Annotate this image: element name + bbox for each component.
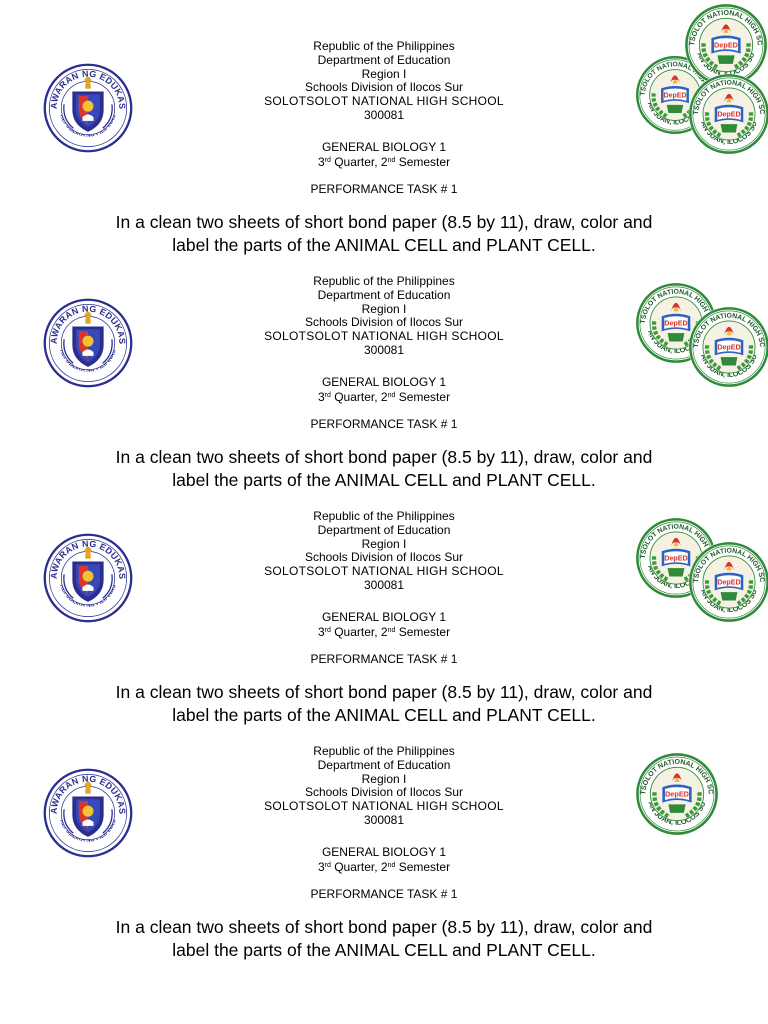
slip-4 bbox=[0, 744, 768, 986]
division-line: Schools Division of Ilocos Sur bbox=[304, 315, 464, 330]
task-line-2: label the parts of the ANIMAL CELL and PLANT CELL. bbox=[172, 704, 596, 725]
school-name: SOLOTSOLOT NATIONAL HIGH SCHOOL bbox=[264, 329, 504, 344]
school-name: SOLOTSOLOT NATIONAL HIGH SCHOOL bbox=[264, 94, 504, 109]
country-line: Republic of the Philippines bbox=[313, 744, 455, 758]
slip-2 bbox=[0, 274, 768, 516]
performance-task-label: PERFORMANCE TASK # 1 bbox=[310, 417, 458, 431]
department-line: Department of Education bbox=[317, 522, 451, 537]
school-seal-icon bbox=[687, 72, 768, 156]
course-info bbox=[0, 845, 768, 874]
department-line: Department of Education bbox=[317, 757, 451, 772]
course-info bbox=[0, 140, 768, 169]
region-line: Region I bbox=[361, 536, 407, 551]
subject-title: GENERAL BIOLOGY 1 bbox=[321, 140, 447, 154]
country-line: Republic of the Philippines bbox=[313, 274, 455, 288]
task-line-1: In a clean two sheets of short bond paper (8.5 by 11), draw, color and bbox=[115, 682, 653, 702]
school-id: 300081 bbox=[363, 812, 405, 827]
school-id: 300081 bbox=[363, 577, 405, 592]
task-instruction bbox=[0, 211, 768, 256]
school-name: SOLOTSOLOT NATIONAL HIGH SCHOOL bbox=[264, 564, 504, 579]
school-seal-icon bbox=[687, 305, 768, 389]
task-instruction bbox=[0, 681, 768, 726]
country-line: Republic of the Philippines bbox=[313, 39, 455, 53]
school-seal-icon bbox=[634, 751, 720, 837]
department-line: Department of Education bbox=[317, 287, 451, 302]
task-line-2: label the parts of the ANIMAL CELL and PLANT CELL. bbox=[172, 469, 596, 490]
course-info bbox=[0, 375, 768, 404]
division-line: Schools Division of Ilocos Sur bbox=[304, 785, 464, 800]
quarter-semester: 3rd Quarter, 2nd Semester bbox=[317, 389, 451, 404]
subject-title: GENERAL BIOLOGY 1 bbox=[321, 375, 447, 389]
course-info bbox=[0, 610, 768, 639]
division-line: Schools Division of Ilocos Sur bbox=[304, 80, 464, 95]
task-line-2: label the parts of the ANIMAL CELL and PLANT CELL. bbox=[172, 939, 596, 960]
performance-task-label: PERFORMANCE TASK # 1 bbox=[310, 887, 458, 901]
quarter-semester: 3rd Quarter, 2nd Semester bbox=[317, 154, 451, 169]
task-line-2: label the parts of the ANIMAL CELL and PLANT CELL. bbox=[172, 234, 596, 255]
quarter-semester: 3rd Quarter, 2nd Semester bbox=[317, 859, 451, 874]
school-id: 300081 bbox=[363, 342, 405, 357]
region-line: Region I bbox=[361, 301, 407, 316]
performance-task-label: PERFORMANCE TASK # 1 bbox=[310, 182, 458, 196]
slip-1 bbox=[0, 39, 768, 281]
region-line: Region I bbox=[361, 66, 407, 81]
slip-3 bbox=[0, 509, 768, 751]
school-id: 300081 bbox=[363, 107, 405, 122]
performance-task-label: PERFORMANCE TASK # 1 bbox=[310, 652, 458, 666]
region-line: Region I bbox=[361, 771, 407, 786]
task-instruction bbox=[0, 916, 768, 961]
department-line: Department of Education bbox=[317, 52, 451, 67]
task-line-1: In a clean two sheets of short bond paper (8.5 by 11), draw, color and bbox=[115, 447, 653, 467]
division-line: Schools Division of Ilocos Sur bbox=[304, 550, 464, 565]
task-line-1: In a clean two sheets of short bond paper (8.5 by 11), draw, color and bbox=[115, 212, 653, 232]
country-line: Republic of the Philippines bbox=[313, 509, 455, 523]
subject-title: GENERAL BIOLOGY 1 bbox=[321, 845, 447, 859]
task-instruction bbox=[0, 446, 768, 491]
task-line-1: In a clean two sheets of short bond paper (8.5 by 11), draw, color and bbox=[115, 917, 653, 937]
school-seal-icon bbox=[687, 540, 768, 624]
quarter-semester: 3rd Quarter, 2nd Semester bbox=[317, 624, 451, 639]
school-name: SOLOTSOLOT NATIONAL HIGH SCHOOL bbox=[264, 799, 504, 814]
subject-title: GENERAL BIOLOGY 1 bbox=[321, 610, 447, 624]
